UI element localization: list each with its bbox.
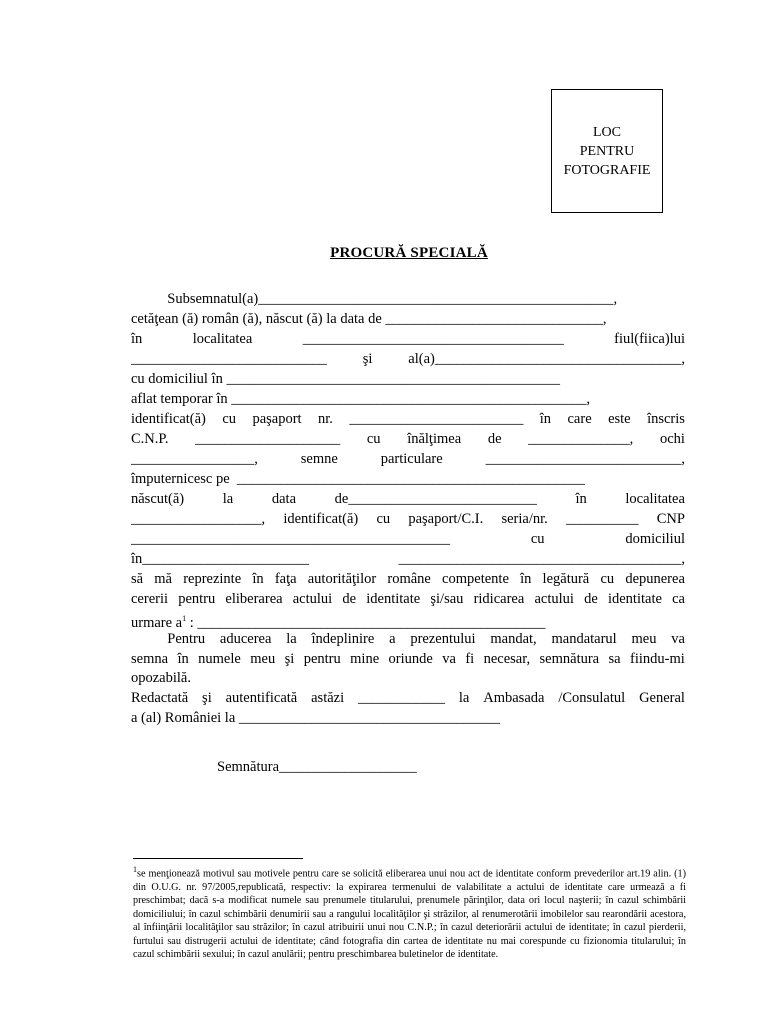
body-line-part: îndeplinire [311,631,375,647]
body-line-part: Redactată [131,690,189,706]
body-line-part: autentificată [225,690,298,706]
body-line-part: CNP [656,511,685,527]
body-line [131,489,685,509]
body-line [131,469,685,489]
body-line-part: pentru [178,591,216,607]
body-line [131,309,685,329]
body-line-part: în_______________________ [131,551,310,567]
body-line [131,688,685,708]
body-line [131,569,685,589]
body-line-part: : ________________________________________________ [186,614,546,631]
body-line-part: semna [131,651,169,667]
body-line-part: al(a)__________________________________, [408,351,685,367]
footnote-separator [133,858,303,859]
body-line-part: Subsemnatul(a)_________________________________________________, [131,291,618,307]
body-line-part: mine [350,651,380,667]
body-line-part: urmare a [131,614,183,631]
body-line-part: Ambasada [483,690,545,706]
body-line [131,509,685,529]
body-line-part: în [575,491,587,507]
body-line-part: va [442,651,456,667]
body-line [131,389,685,409]
body-line-part: împuternicesc pe ________________________________________________ [131,471,585,487]
body-line [131,708,685,728]
body-line-part: mandat, [490,631,537,647]
body-line-part: identificat(ă) [283,511,359,527]
body-line-part: actului [534,591,574,607]
body-line-part: cu [376,511,391,527]
body-line-part: eliberarea [225,591,283,607]
body-line-part: seria/nr. [501,511,548,527]
body-line [131,649,685,669]
body-line-part: prezentului [410,631,476,647]
body-line-part: ____________________________________ [302,331,564,347]
body-line-part: în [131,331,143,347]
body-line-part: C.N.P. [131,431,169,447]
body-line [131,409,685,429]
signature-line: Semnătura___________________ [217,759,417,775]
body-line-part: fiul(fiica)lui [614,331,685,347]
body-line-part: opozabilă. [131,670,191,686]
body-line-part: faţa [274,571,297,587]
body-line-part: semne [300,451,338,467]
body-line-part: înălţimea [407,431,462,447]
body-line [131,429,685,449]
body-line-part: ridicarea [473,591,525,607]
body-line-part: mă [154,571,172,587]
body-line-part: şi [284,651,295,667]
body-line-part: la [222,491,234,507]
body-line-part: ______________, [528,431,634,447]
body-line-part: cu domiciliul în ______________________________________________ [131,371,560,387]
body-line-part: oriunde [388,651,433,667]
body-line-part: în [252,571,264,587]
body-line [131,529,685,549]
body-line-part: ca [672,591,685,607]
body-line-part: înscris [647,411,685,427]
body-line-part: meu [250,651,276,667]
body-line-part: ___________________________ [131,351,327,367]
body-line [131,349,685,369]
photo-box-line-2: PENTRU [579,143,635,159]
body-line-part: cetăţean (ă) român (ă), născut (ă) la data de ______________________________, [131,311,607,327]
photo-placeholder-box [551,89,663,213]
body-line-part: numele [198,651,241,667]
body-line-part: aducerea [219,631,272,647]
body-line-part: astăzi [311,690,345,706]
body-line-part: sa [608,651,621,667]
body-line-part: nr. [318,411,333,427]
body-line-part: născut(ă) [131,491,185,507]
body-line-part: localitatea [625,491,685,507]
footnote-text: se menţionează motivul sau motivele pentru care se solicită eliberarea unui nou act de identitate conform prevederilor art.19 alin. (1) din O.U.G. nr. 97/2005,republicată, respectiv: la expirarea termenului de valabilitate a actului de identitate care urmează a fi preschimbat; dacă s-a modificat numele sau prenumele titularului, prenumele părinţilor, data ori locul naşterii; în cazul schimbării domiciliului; în cazul schimbării denumirii sau a rangului localităţilor şi străzilor, al renumerotării imobilelor sau rearondării acestora, al înfiinţării localităţilor sau străzilor; în cazul atribuirii unui nou C.N.P.; în cazul deteriorării actului de identitate; în cazul pierderii, furtului sau distrugerii actului de identitate; când fotografia din cartea de identitate nu mai corespunde cu fizionomia titularului; în cazul schimbării sexului; în cazul anulării; pentru preschimbarea buletinelor de identitate. [133,868,686,961]
body-line-part: de [342,591,357,607]
body-line [131,449,685,469]
body-line-part: __________________, [131,511,266,527]
body-line-part: /Consulatul [558,690,626,706]
body-line-part: ____________ [358,690,446,706]
body-line-part: identitate [366,591,421,607]
body-line-part: paşaport/C.I. [408,511,484,527]
body-line-part: actului [292,591,333,607]
body-line-part: a [389,631,396,647]
body-line-part: mandatarul [551,631,617,647]
body-line-part: semnătura [539,651,600,667]
body-line [131,589,685,609]
body-line-part: data [271,491,297,507]
body-line-part: în [177,651,189,667]
body-line-part: __________ [566,511,639,527]
body-line-part: ____________________ [195,431,341,447]
body-line-part: cu [222,411,236,427]
body-line-part: este [608,411,631,427]
body-line [131,668,685,688]
body-line [131,629,685,649]
body-line-part: autorităţilor [307,571,377,587]
body-line-part: va [671,631,685,647]
body-line [131,549,685,569]
photo-box-line-1: LOC [593,124,621,140]
body-line-part: la [458,690,470,706]
body-line-part: fiindu-mi [630,651,685,667]
body-line-part: de [584,591,598,607]
body-line-part: şi [202,690,212,706]
body-line-part: depunerea [625,571,685,587]
body-line-part: în [520,571,532,587]
body-line-part: pentru [303,651,341,667]
body-line [131,289,685,309]
body-line-part: _______________________________________, [398,551,685,567]
body-line-part: române [387,571,431,587]
body-line-part: cu [600,571,615,587]
photo-box-line-3: FOTOGRAFIE [563,162,651,178]
body-line-part: meu [631,631,657,647]
footnote-mark: 1 [133,865,137,874]
body-line-part: localitatea [192,331,253,347]
body-line-part: competente [442,571,509,587]
body-line-part: fi [465,651,475,667]
body-line-part: ___________________________, [485,451,685,467]
body-line-part: ____________________________________________ [131,531,450,547]
body-line-part: identificat(ă) [131,411,206,427]
body-line-part: cererii [131,591,169,607]
body-line-part: care [567,411,592,427]
body-line-part: de__________________________ [334,491,537,507]
body-line-part: identitate [607,591,662,607]
body-line-part: Pentru [131,631,206,647]
body-line-part: reprezinte [183,571,242,587]
body-line [131,369,685,389]
body-line-part: aflat temporar în _________________________________________________, [131,391,591,407]
body-line-part: a (al) României la ____________________________________ [131,710,500,726]
body-line-part: în [539,411,552,427]
body-line-part: de [487,431,502,447]
body-line-part: paşaport [252,411,302,427]
body-line-part: domiciliul [625,531,685,547]
body-line [131,329,685,349]
body-line-part: cu [530,531,545,547]
footnote [133,863,686,962]
body-line-part: şi [362,351,373,367]
footnote-reference: 1 [182,614,187,623]
body-line-part: să [131,571,144,587]
body-line-part: cu [366,431,381,447]
body-line-part: ________________________ [349,411,524,427]
body-line-part: şi/sau [430,591,464,607]
body-line-part: _________________, [131,451,258,467]
body-line-part: legătură [542,571,590,587]
document-title: PROCURĂ SPECIALĂ [330,245,488,261]
body-line-part: necesar, [483,651,531,667]
body-line-part: General [639,690,685,706]
body-line-part: particulare [380,451,443,467]
body-line-part: la [286,631,297,647]
body-line-part: ochi [659,431,685,447]
